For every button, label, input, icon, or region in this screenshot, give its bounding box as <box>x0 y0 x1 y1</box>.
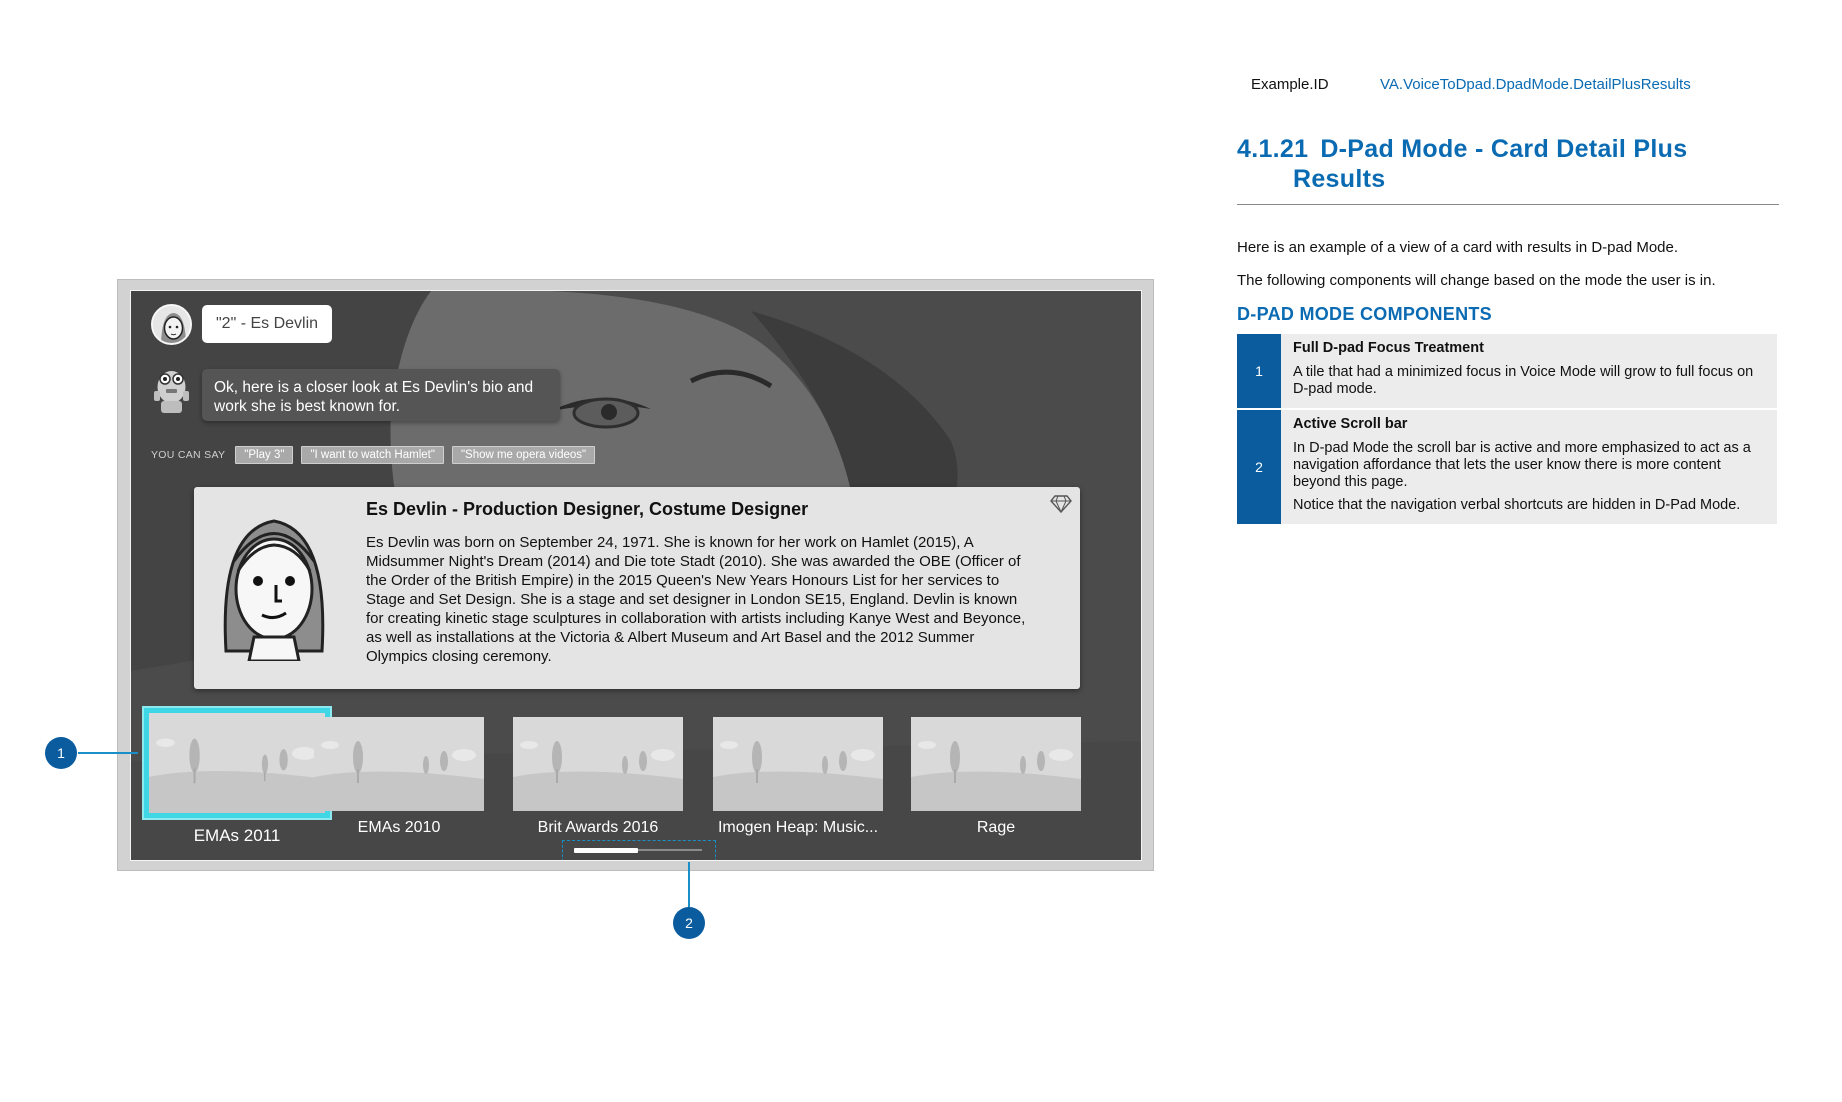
thumbnail-placeholder-icon <box>713 717 883 811</box>
tv-screen-frame <box>117 279 1154 871</box>
component-body <box>1281 334 1777 408</box>
result-label: Brit Awards 2016 <box>537 819 659 836</box>
thumbnail-placeholder-icon <box>314 717 484 811</box>
title-divider <box>1237 204 1779 205</box>
callout-leader-line <box>688 862 690 909</box>
title-line-2: Results <box>1293 165 1386 193</box>
result-label: Imogen Heap: Music... <box>717 819 879 836</box>
thumbnail-placeholder-icon <box>513 717 683 811</box>
intro-text-2: The following components will change based on the mode the user is in. <box>1237 272 1716 289</box>
user-utterance-bubble: "2" - Es Devlin <box>202 305 332 343</box>
result-label: EMAs 2010 <box>357 819 441 836</box>
example-id-value[interactable]: VA.VoiceToDpad.DpadMode.DetailPlusResults <box>1380 76 1691 93</box>
intro-text: Here is an example of a view of a card with results in D-pad Mode. <box>1237 239 1679 256</box>
portrait-icon <box>214 501 334 661</box>
component-row <box>1237 410 1777 524</box>
scroll-thumb[interactable] <box>574 848 638 853</box>
assistant-robot-icon <box>151 361 192 417</box>
tv-screen <box>130 290 1142 861</box>
example-id <box>1251 76 1691 93</box>
component-row <box>1237 334 1777 408</box>
component-description: A tile that had a minimized focus in Voice Mode will grow to full focus on D-pad mode. <box>1293 364 1754 397</box>
thumbnail-placeholder-icon <box>144 708 330 818</box>
you-can-say-label: YOU CAN SAY <box>151 449 226 461</box>
component-body <box>1281 410 1777 524</box>
section-title <box>1237 134 1777 194</box>
components-table <box>1237 334 1777 526</box>
components-heading: D-PAD MODE COMPONENTS <box>1237 304 1492 324</box>
component-title: Active Scroll bar <box>1293 416 1408 432</box>
gem-icon <box>1050 495 1072 513</box>
result-label: EMAs 2011 <box>193 826 281 845</box>
you-can-say-bar <box>151 446 595 464</box>
card-title: Es Devlin - Production Designer, Costume Designer <box>366 499 809 519</box>
suggestion-chip[interactable]: "Show me opera videos" <box>452 446 595 464</box>
thumbnail-placeholder-icon <box>911 717 1081 811</box>
callout-leader-line <box>78 752 138 754</box>
component-title: Full D-pad Focus Treatment <box>1293 340 1484 356</box>
example-id-label: Example.ID <box>1251 76 1329 93</box>
assistant-reply-bubble: Ok, here is a closer look at Es Devlin's bio and work she is best known for. <box>202 369 560 421</box>
suggestion-chip[interactable]: "I want to watch Hamlet" <box>301 446 444 464</box>
results-row <box>131 701 1142 851</box>
component-description: In D-pad Mode the scroll bar is active and more emphasized to act as a navigation affordance that lets the user know there is more content beyond this page. <box>1293 440 1751 490</box>
section-number: 4.1.21 <box>1237 135 1309 163</box>
component-note: Notice that the navigation verbal shortcuts are hidden in D-Pad Mode. <box>1293 497 1741 513</box>
detail-card <box>194 487 1080 689</box>
result-label: Rage <box>976 819 1016 836</box>
component-number: 2 <box>1237 410 1281 524</box>
card-body: Es Devlin was born on September 24, 1971. She is known for her work on Hamlet (2015), A Midsummer Night's Dream (2014) and Die tote Stadt (2010). She was awarded the OBE (Officer of the Order of the British Empire) in the 2015 Queen's New Years Honours List for her services to Stage and Set Design. She is a stage and set designer in London SE15, England. Devlin is known for creating kinetic stage sculptures in collaboration with artists including Kanye West and Beyonce, as well as installations at the Victoria & Albert Museum and Art Basel and the 2012 Summer Olympics closing ceremony. <box>366 534 1026 665</box>
user-avatar <box>151 304 192 345</box>
callout-marker-2: 2 <box>673 907 705 939</box>
suggestion-chip[interactable]: "Play 3" <box>235 446 293 464</box>
callout-marker-1: 1 <box>45 737 77 769</box>
component-number: 1 <box>1237 334 1281 408</box>
title-line-1: D-Pad Mode - Card Detail Plus <box>1320 135 1688 163</box>
